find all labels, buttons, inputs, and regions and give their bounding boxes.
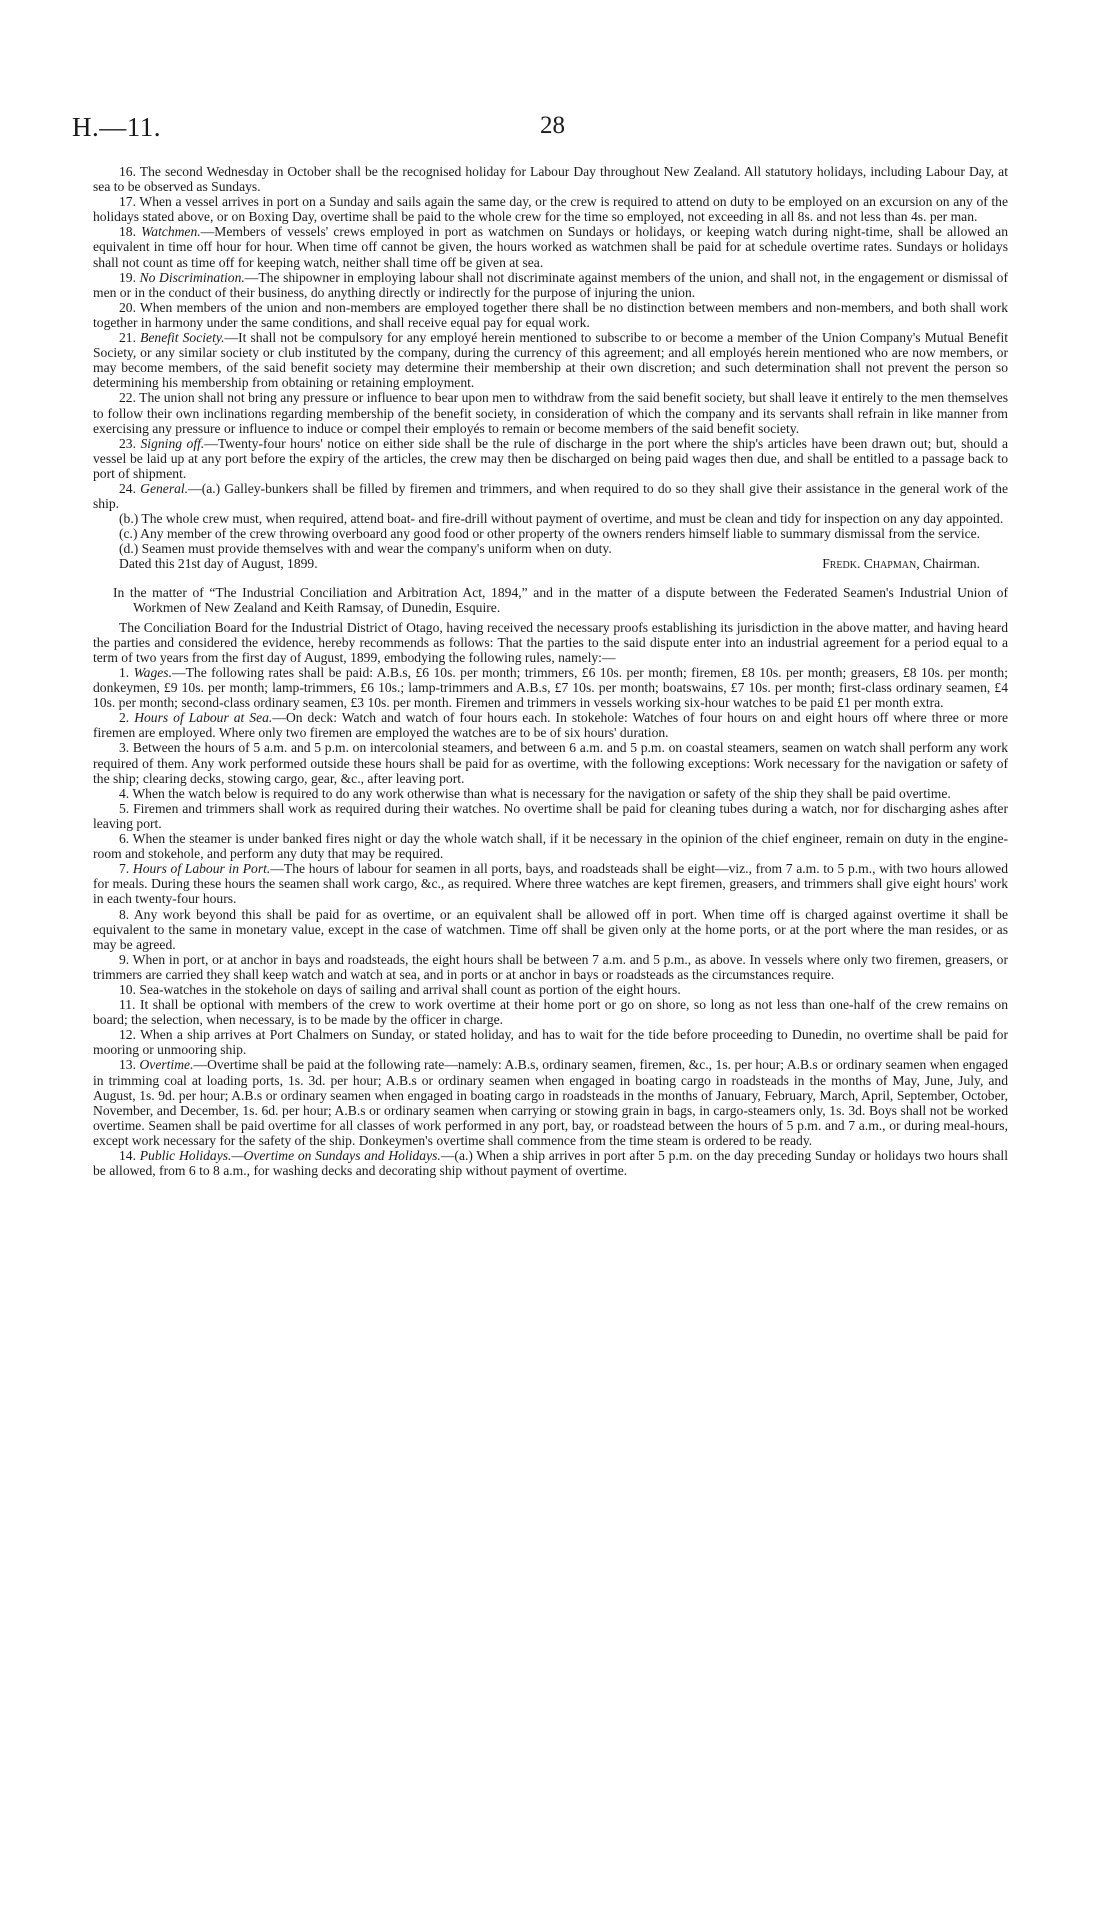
rule-13: 13. Overtime.—Overtime shall be paid at the following rate—namely: A.B.s, ordinary seamen, firemen, &c., 1s. per hour; A.B.s or ordinary seamen when engaged in trimming coal at loading ports, 1s. 3d. per hour; A.B.s or ordinary seamen when engaged in boating cargo in roadsteads in the months of May, June, July, and August, 1s. 9d. per hour; A.B.s or ordinary seamen when engaged in boating cargo in roadsteads in the months of January, February, March, April, September, October, November, and December, 1s. 6d. per hour; A.B.s or ordinary seamen when carrying or stowing grain in bags, in cargo-steamers only, 1s. 3d. Boys shall not be worked overtime. Seamen shall be paid overtime for all classes of work performed in any port, bay, or roadstead between the hours of 5 p.m. and 7 a.m., or during meal-hours, except work necessary for the safety of the ship. Donkeymen's overtime shall commence from the time steam is ordered to be ready. [93,1057,1009,1148]
rule-9: 9. When in port, or at anchor in bays and roadsteads, the eight hours shall be between 7 a.m. and 5 p.m., as above. In vessels where only two firemen, greasers, or trimmers are carried they shall keep watch and watch at sea, and in ports or at anchor in bays or roadsteads as the circumstances require. [93,951,1008,982]
rule-8: 8. Any work beyond this shall be paid for as overtime, or an equivalent shall be allowed off in port. When time off is charged against overtime it shall be equivalent to the same in monetary value, except in the case of watchmen. Time off shall be given only at the home ports, or at the port where the man resides, or as may be agreed. [93,906,1008,952]
rule-3: 3. Between the hours of 5 a.m. and 5 p.m. on intercolonial steamers, and between 6 a.m. and 5 p.m. on coastal steamers, seamen on watch shall perform any work required of them. Any work performed outside these hours shall be paid for as overtime, with the following exceptions: Work necessary for the navigation or safety of the ship; clearing decks, stowing cargo, gear, &c., after leaving port. [93,740,1008,786]
dated-line: Dated this 21st day of August, 1899. [119,556,318,572]
clause-19: 19. No Discrimination.—The shipowner in employing labour shall not discriminate against members of the union, and shall not, in the engagement or dismissal of men or in the conduct of their business, do anything directly or indirectly for the purpose of injuring the union. [93,269,1009,300]
clause-24c: (c.) Any member of the crew throwing overboard any good food or other property of the owners renders himself liable to summary dismissal from the service. [119,526,981,542]
clause-22: 22. The union shall not bring any pressure or influence to bear upon men to withdraw from the said benefit society, but shall leave it entirely to the men themselves to follow their own inclinations regarding membership of the benefit society, in consideration of which the company and its servants shall refrain in like manner from exercising any pressure or influence to induce or compel their employés to remain or become members of the said benefit society. [93,390,1008,436]
rule-14: 14. Public Holidays.—Overtime on Sundays and Holidays.—(a.) When a ship arrives in port after 5 p.m. on the day preceding Sunday or holidays two hours shall be allowed, from 6 to 8 a.m., for washing decks and decorating ship without payment of overtime. [93,1148,1008,1179]
clause-21: 21. Benefit Society.—It shall not be compulsory for any employé herein mentioned to subscribe to or become a member of the Union Company's Mutual Benefit Society, or any similar society or club instituted by the company, during the currency of this agreement; and all employés herein mentioned who are now members, or may become members, of the said benefit society may determine their membership at their own discretion; and such determination shall not prevent the person so determining his membership from obtaining or retaining employment. [93,330,1009,391]
page-header [72,112,1024,152]
clause-heading: No Discrimination. [139,269,245,285]
clause-heading: Benefit Society. [140,330,225,346]
clause-24d: (d.) Seamen must provide themselves with and wear the company's uniform when on duty. [119,541,612,557]
rule-5: 5. Firemen and trimmers shall work as required during their watches. No overtime shall be paid for cleaning tubes during a watch, nor for discharging ashes after leaving port. [93,800,1008,831]
signatory: Fredk. Chapman, Chairman. [822,556,980,572]
clause-24: 24. General.—(a.) Galley-bunkers shall be filled by firemen and trimmers, and when required to do so they shall give their assistance in the general work of the ship. [93,480,1008,512]
matter-heading: In the matter of “The Industrial Conciliation and Arbitration Act, 1894,” and in the matter of a dispute between the Federated Seamen's Industrial Union of Workmen of New Zealand and Keith Ramsay, of Dunedin, Esquire. [113,584,1008,615]
document-reference: H.—11. [72,112,161,142]
board-intro: The Conciliation Board for the Industrial District of Otago, having received the necessary proofs establishing its jurisdiction in the above matter, and having heard the parties and considered the evidence, hereby recommends as follows: That the parties to the said dispute enter into an industrial agreement for a period equal to a term of two years from the first day of August, 1899, embodying the following rules, namely:— [93,619,1008,665]
rule-1: 1. Wages.—The following rates shall be paid: A.B.s, £6 10s. per month; trimmers, £6 10s. per month; firemen, £8 10s. per month; greasers, £8 10s. per month; donkeymen, £9 10s. per month; lamp-trimmers, £6 10s.; lamp-trimmers and A.B.s, £7 10s. per month; boatswains, £7 10s. per month; first-class ordinary seamen, £4 10s. per month; second-class ordinary seamen, £3 10s. per month. Firemen and trimmers in vessels working six-hour watches to be paid £1 per month extra. [93,665,1008,711]
rule-2: 2. Hours of Labour at Sea.—On deck: Watch and watch of four hours each. In stokehole: Watches of four hours on and eight hours off where three or more firemen are employed. Where only two firemen are employed the watches are to be of six hours' duration. [93,710,1009,741]
clause-heading: Signing off. [140,435,205,451]
document-body [93,164,1008,1178]
signature-line [93,556,1008,571]
rule-heading: Public Holidays.—Overtime on Sundays and Holidays. [139,1148,441,1163]
clause-23: 23. Signing off.—Twenty-four hours' notice on either side shall be the rule of discharge in the port where the ship's articles have been drawn out; but, should a vessel be laid up at any port before the expiry of the articles, the crew may then be discharged on being paid wages then due, and shall be entitled to a passage back to port of shipment. [93,435,1009,481]
rule-12: 12. When a ship arrives at Port Chalmers on Sunday, or stated holiday, and has to wait for the tide before proceeding to Dunedin, no overtime shall be paid for mooring or unmooring ship. [93,1027,1008,1058]
rule-10: 10. Sea-watches in the stokehole on days of sailing and arrival shall count as portion of the eight hours. [119,981,681,997]
clause-20: 20. When members of the union and non-members are employed together there shall be no distinction between members and non-members, and both shall work together in harmony under the same conditions, and shall receive equal pay for equal work. [93,299,1008,330]
page-number: 28 [540,112,565,139]
clause-24b: (b.) The whole crew must, when required, attend boat- and fire-drill without payment of overtime, and must be clean and tidy for inspection on any day appointed. [119,511,1004,527]
clause-heading: Watchmen. [141,224,201,240]
rule-4: 4. When the watch below is required to do any work otherwise than what is necessary for the navigation or safety of the ship they shall be paid overtime. [119,785,951,801]
rule-11: 11. It shall be optional with members of the crew to work overtime at their home port or go on shore, so long as not less than one-half of the crew remains on board; the selection, when necessary, is to be made by the officer in charge. [93,997,1008,1028]
clause-16: 16. The second Wednesday in October shall be the recognised holiday for Labour Day throughout New Zealand. All statutory holidays, including Labour Day, at sea to be observed as Sundays. [93,164,1008,195]
clause-17: 17. When a vessel arrives in port on a Sunday and sails again the same day, or the crew is required to attend on duty to be employed on an excursion on any of the holidays stated above, or on Boxing Day, overtime shall be paid to the whole crew for the time so employed, not exceeding in all 8s. and not less than 4s. per man. [93,194,1008,225]
rule-heading: Overtime. [139,1057,194,1073]
rule-heading: Hours of Labour at Sea. [134,710,273,726]
clause-heading: General. [140,480,189,496]
rule-heading: Wages. [133,665,173,680]
rule-heading: Hours of Labour in Port. [132,861,271,877]
rule-6: 6. When the steamer is under banked fires night or day the whole watch shall, if it be necessary in the opinion of the chief engineer, remain on duty in the engine-room and stokehole, and perform any duty that may be required. [93,831,1008,862]
clause-18: 18. Watchmen.—Members of vessels' crews employed in port as watchmen on Sundays or holidays, or keeping watch during night-time, shall be allowed an equivalent in time off hour for hour. When time off cannot be given, the hours worked as watchmen shall be paid for at schedule overtime rates. Sundays or holidays shall not count as time off for keeping watch, neither shall time off be given at sea. [93,224,1009,270]
rule-7: 7. Hours of Labour in Port.—The hours of labour for seamen in all ports, bays, and roadsteads shall be eight—viz., from 7 a.m. to 5 p.m., with two hours allowed for meals. During these hours the seamen shall work cargo, &c., as required. Where three watches are kept firemen, greasers, and trimmers shall give eight hours' work in each twenty-four hours. [93,861,1009,907]
